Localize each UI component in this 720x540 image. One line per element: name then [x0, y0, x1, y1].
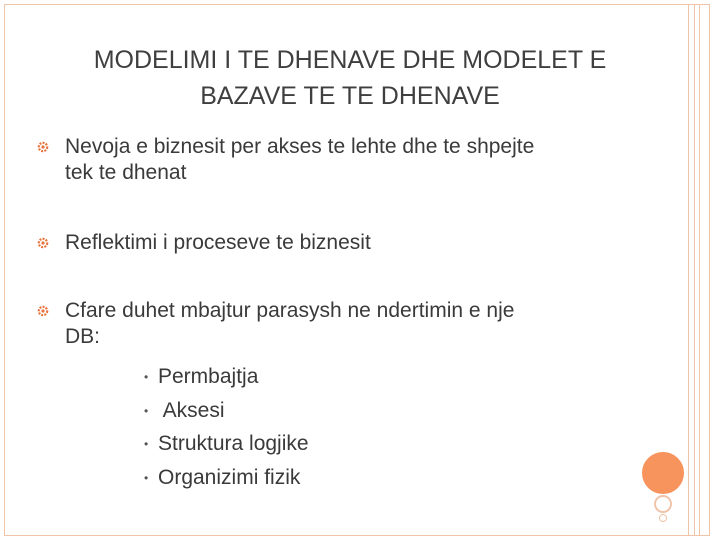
slide-title-line-1: MODELIMI I TE DHENAVE DHE MODELET E [93, 46, 607, 74]
side-rail-line [694, 4, 695, 536]
sub-bullet-text: Organizimi fizik [158, 466, 301, 489]
list-item [36, 134, 534, 186]
list-item [36, 230, 371, 256]
slide-title-line-2: BAZAVE TE TE DHENAVE [200, 82, 500, 110]
bullet-text-line-2: DB: [65, 325, 101, 348]
bullet-text-line-1: Cfare duhet mbajtur parasysh ne ndertimin e nje [65, 299, 515, 322]
sub-bullet-text: Struktura logjike [158, 432, 309, 455]
decorative-circle-large [640, 450, 686, 496]
bullet-text-line-1: Nevoja e biznesit per akses te lehte dhe te shpejte [65, 135, 535, 158]
sub-bullet-text: Permbajtja [158, 365, 259, 388]
list-item [36, 298, 514, 350]
bullet-dot-icon: • [144, 370, 149, 384]
bullet-dot-icon: • [144, 437, 149, 451]
bullet-dot-icon: • [144, 404, 149, 418]
bullet-text-line-1: Reflektimi i proceseve te biznesit [65, 231, 371, 254]
decorative-circle-small [659, 514, 667, 522]
bullet-text-line-2: tek te dhenat [65, 161, 187, 184]
gear-icon [36, 304, 50, 318]
gear-icon [36, 236, 50, 250]
sub-bullet-text: Aksesi [158, 399, 225, 422]
gear-icon [36, 140, 50, 154]
decorative-circle-medium [654, 495, 672, 513]
slide-title [20, 42, 680, 114]
bullet-dot-icon: • [144, 471, 149, 485]
